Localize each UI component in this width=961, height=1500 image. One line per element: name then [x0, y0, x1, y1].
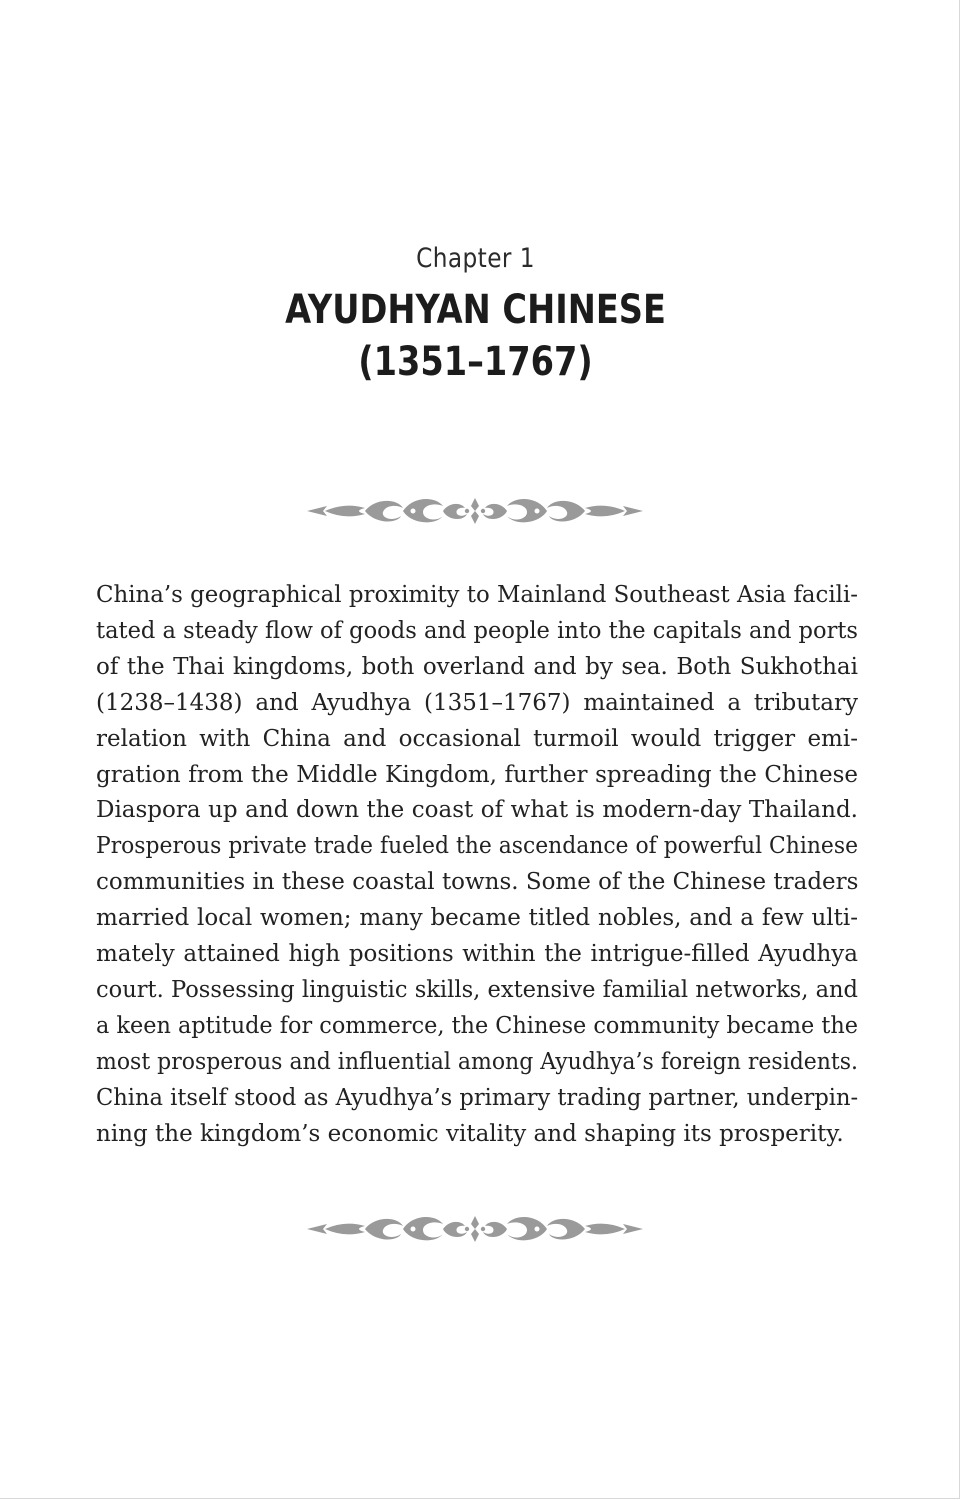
text-line: mately attained high positions within the intrigue-filled Ayudhya [96, 941, 858, 968]
text-line: Prosperous private trade fueled the ascendance of powerful Chinese [96, 833, 858, 860]
text-line: court. Possessing linguistic skills, extensive familial networks, and [96, 976, 858, 1003]
text-line: communities in these coastal towns. Some of the Chinese traders [96, 869, 859, 896]
body-paragraph [96, 578, 858, 1153]
text-line: gration from the Middle Kingdom, further spreading the Chinese [96, 761, 858, 788]
text-line: relation with China and occasional turmoil would trigger emi- [96, 725, 858, 752]
chapter-label: Chapter 1 [416, 243, 535, 274]
text-line: (1238–1438) and Ayudhya (1351–1767) maintained a tributary [96, 689, 858, 716]
text-line: China’s geographical proximity to Mainland Southeast Asia facili- [96, 582, 858, 608]
floral-scroll-divider-icon [305, 494, 645, 528]
text-line: tated a steady flow of goods and people into the capitals and ports [96, 617, 858, 644]
text-line: most prosperous and influential among Ayudhya’s foreign residents. [96, 1048, 858, 1075]
floral-scroll-divider-icon [305, 1212, 645, 1246]
text-line: a keen aptitude for commerce, the Chinese community became the [96, 1012, 858, 1039]
text-line: of the Thai kingdoms, both overland and by sea. Both Sukhothai [96, 653, 858, 680]
chapter-title-line-2: (1351–1767) [358, 339, 593, 385]
chapter-title-line-1: AYUDHYAN CHINESE [285, 287, 666, 333]
text-line: married local women; many became titled nobles, and a few ulti- [96, 905, 858, 932]
text-line: Diaspora up and down the coast of what is modern-day Thailand. [96, 797, 858, 824]
chapter-title [76, 284, 875, 388]
text-line: China itself stood as Ayudhya’s primary trading partner, underpin- [96, 1084, 859, 1111]
text-line: ning the kingdom’s economic vitality and shaping its prosperity. [96, 1120, 844, 1147]
